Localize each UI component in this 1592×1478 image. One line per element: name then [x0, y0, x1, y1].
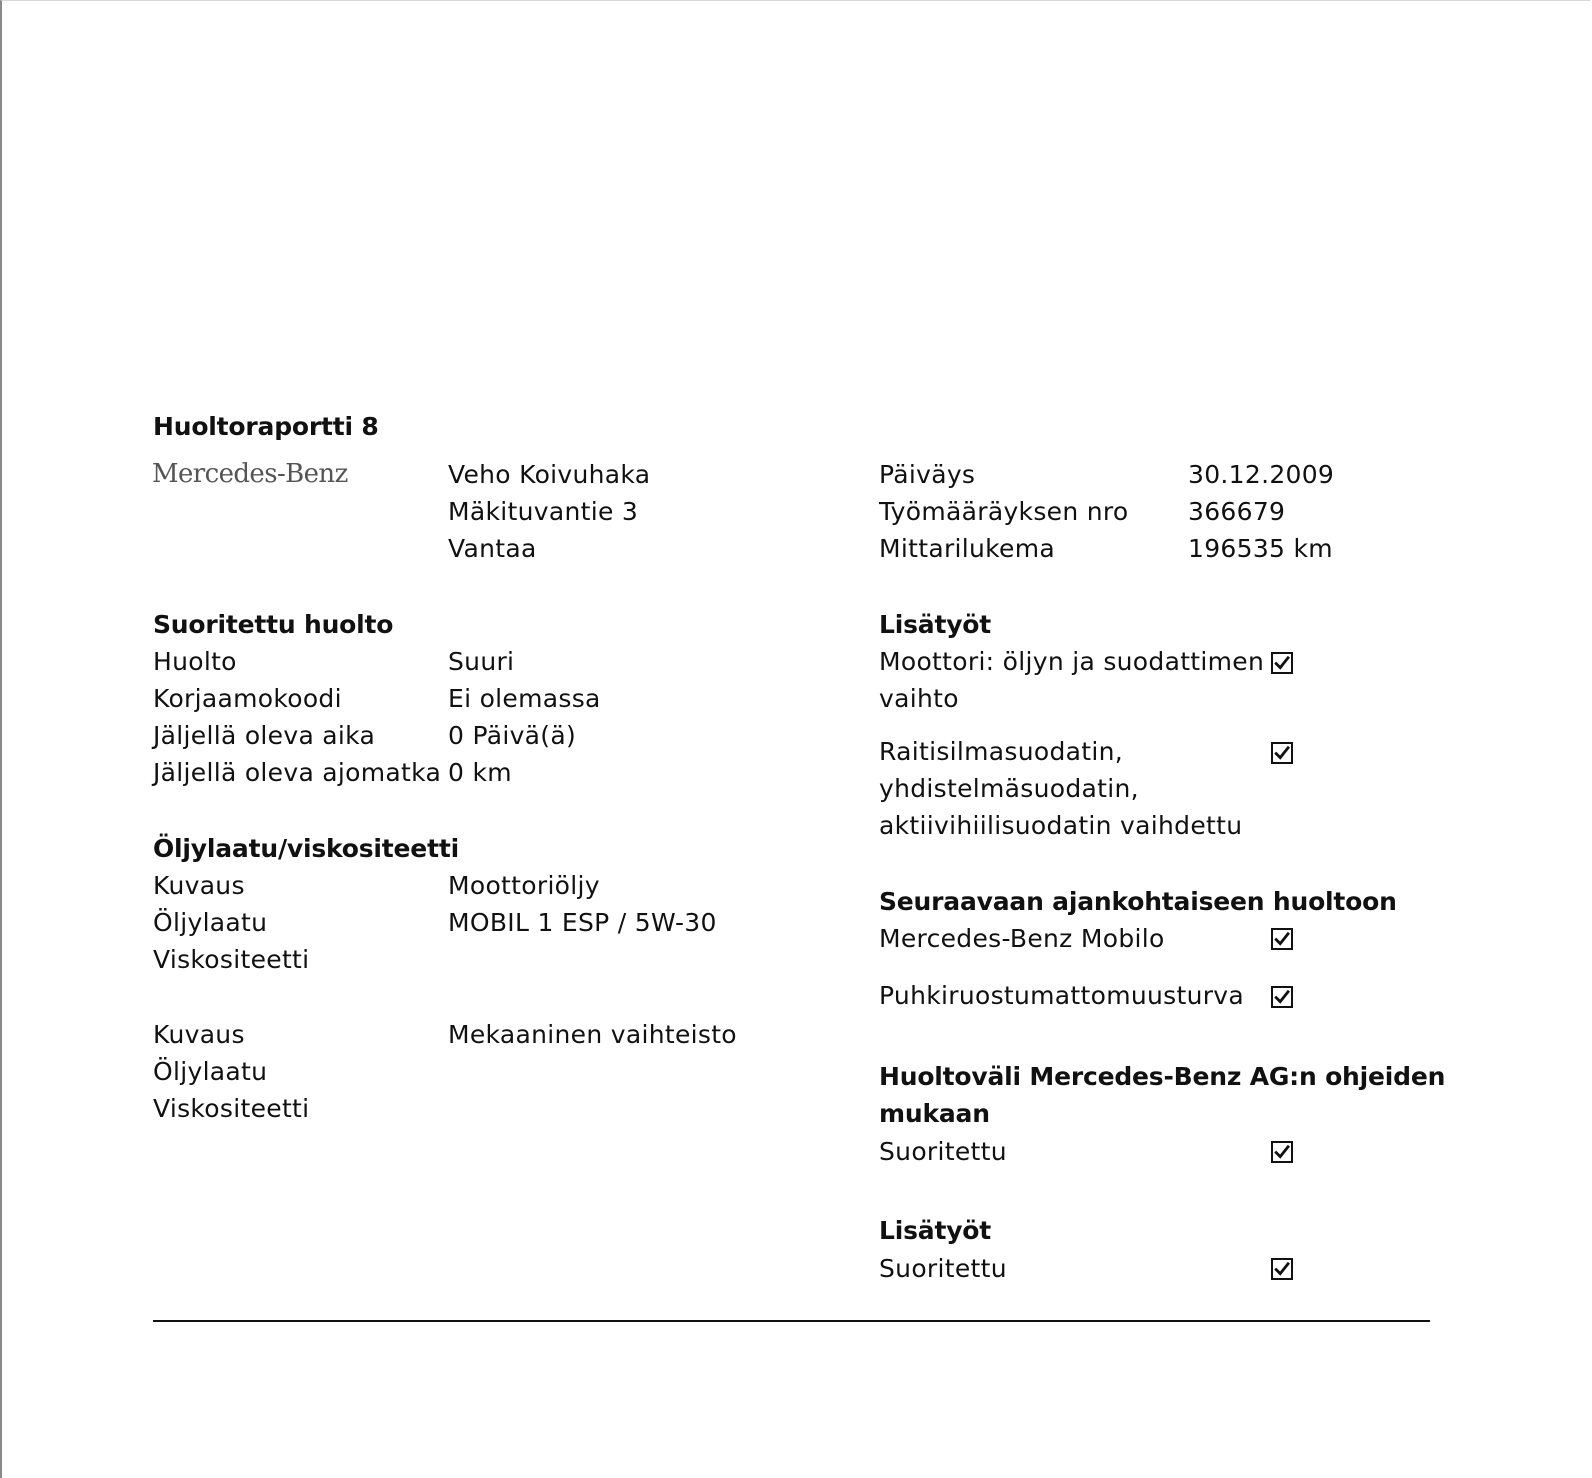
checkmark-icon	[1274, 931, 1290, 947]
next-service-mobilo-checkbox[interactable]	[1271, 928, 1293, 950]
meta-odometer-value: 196535 km	[1188, 534, 1333, 563]
extra-work-line: vaihto	[879, 684, 959, 713]
service-label: Huolto	[153, 647, 237, 676]
oil-heading: Öljylaatu/viskositeetti	[153, 834, 459, 863]
oil-value: Moottoriöljy	[448, 871, 600, 900]
next-service-item-mobilo: Mercedes-Benz Mobilo	[879, 924, 1165, 953]
service-heading: Suoritettu huolto	[153, 610, 394, 639]
checkmark-icon	[1274, 989, 1290, 1005]
oil-label: Kuvaus	[153, 1020, 245, 1049]
service-value: 0 km	[448, 758, 512, 787]
interval-item-done: Suoritettu	[879, 1137, 1007, 1166]
checkmark-icon	[1274, 655, 1290, 671]
meta-values	[1188, 456, 1334, 567]
meta-workorder-value: 366679	[1188, 497, 1286, 526]
service-values	[448, 643, 601, 791]
mercedes-benz-logo: Mercedes-Benz	[152, 459, 348, 489]
next-service-heading: Seuraavaan ajankohtaiseen huoltoon	[879, 887, 1397, 916]
footer-divider	[153, 1320, 1430, 1322]
dealer-address	[448, 456, 650, 567]
service-value: Ei olemassa	[448, 684, 601, 713]
extra-work-item-2-text	[879, 733, 1242, 844]
oil-label: Viskositeetti	[153, 945, 310, 974]
extra-work-2-heading: Lisätyöt	[879, 1216, 992, 1245]
checkmark-icon	[1274, 1261, 1290, 1277]
service-value: 0 Päivä(ä)	[448, 721, 577, 750]
oil-block-1-labels	[153, 867, 309, 978]
oil-block-2-labels	[153, 1016, 309, 1127]
extra-work-2-done-checkbox[interactable]	[1271, 1258, 1293, 1280]
next-service-rust-checkbox[interactable]	[1271, 986, 1293, 1008]
extra-work-line: Raitisilmasuodatin,	[879, 737, 1124, 766]
extra-work-item-1-text	[879, 643, 1264, 717]
oil-value: Mekaaninen vaihteisto	[448, 1020, 737, 1049]
next-service-item-rust: Puhkiruostumattomuusturva	[879, 981, 1245, 1010]
service-value: Suuri	[448, 647, 515, 676]
meta-label: Mittarilukema	[879, 534, 1055, 563]
service-label: Jäljellä oleva aika	[153, 721, 376, 750]
dealer-street: Mäkituvantie 3	[448, 497, 639, 526]
meta-label: Päiväys	[879, 460, 976, 489]
extra-work-line: aktiivihiilisuodatin vaihdettu	[879, 811, 1243, 840]
extra-work-heading: Lisätyöt	[879, 610, 992, 639]
meta-date-value: 30.12.2009	[1188, 460, 1335, 489]
oil-label: Öljylaatu	[153, 908, 268, 937]
oil-value	[448, 941, 717, 978]
oil-block-2-values	[448, 1016, 737, 1127]
report-title: Huoltoraportti 8	[153, 412, 379, 441]
checkmark-icon	[1274, 1144, 1290, 1160]
extra-work-line: yhdistelmäsuodatin,	[879, 774, 1139, 803]
extra-work-2-item-done: Suoritettu	[879, 1254, 1007, 1283]
interval-heading-line: mukaan	[879, 1099, 990, 1128]
oil-value: MOBIL 1 ESP / 5W-30	[448, 908, 717, 937]
service-labels	[153, 643, 441, 791]
extra-work-item-1-checkbox[interactable]	[1271, 652, 1293, 674]
interval-heading-line: Huoltoväli Mercedes-Benz AG:n ohjeiden	[879, 1062, 1446, 1091]
extra-work-item-2-checkbox[interactable]	[1271, 742, 1293, 764]
interval-done-checkbox[interactable]	[1271, 1141, 1293, 1163]
interval-heading	[879, 1058, 1445, 1132]
meta-labels	[879, 456, 1129, 567]
extra-work-line: Moottori: öljyn ja suodattimen	[879, 647, 1265, 676]
oil-label: Viskositeetti	[153, 1094, 310, 1123]
oil-value	[448, 1090, 737, 1127]
oil-value	[448, 1053, 737, 1090]
oil-label: Öljylaatu	[153, 1057, 268, 1086]
dealer-city: Vantaa	[448, 534, 537, 563]
service-label: Korjaamokoodi	[153, 684, 342, 713]
service-label: Jäljellä oleva ajomatka	[153, 758, 442, 787]
oil-block-1-values	[448, 867, 717, 978]
checkmark-icon	[1274, 745, 1290, 761]
oil-label: Kuvaus	[153, 871, 245, 900]
meta-label: Työmääräyksen nro	[879, 497, 1129, 526]
dealer-name: Veho Koivuhaka	[448, 460, 651, 489]
